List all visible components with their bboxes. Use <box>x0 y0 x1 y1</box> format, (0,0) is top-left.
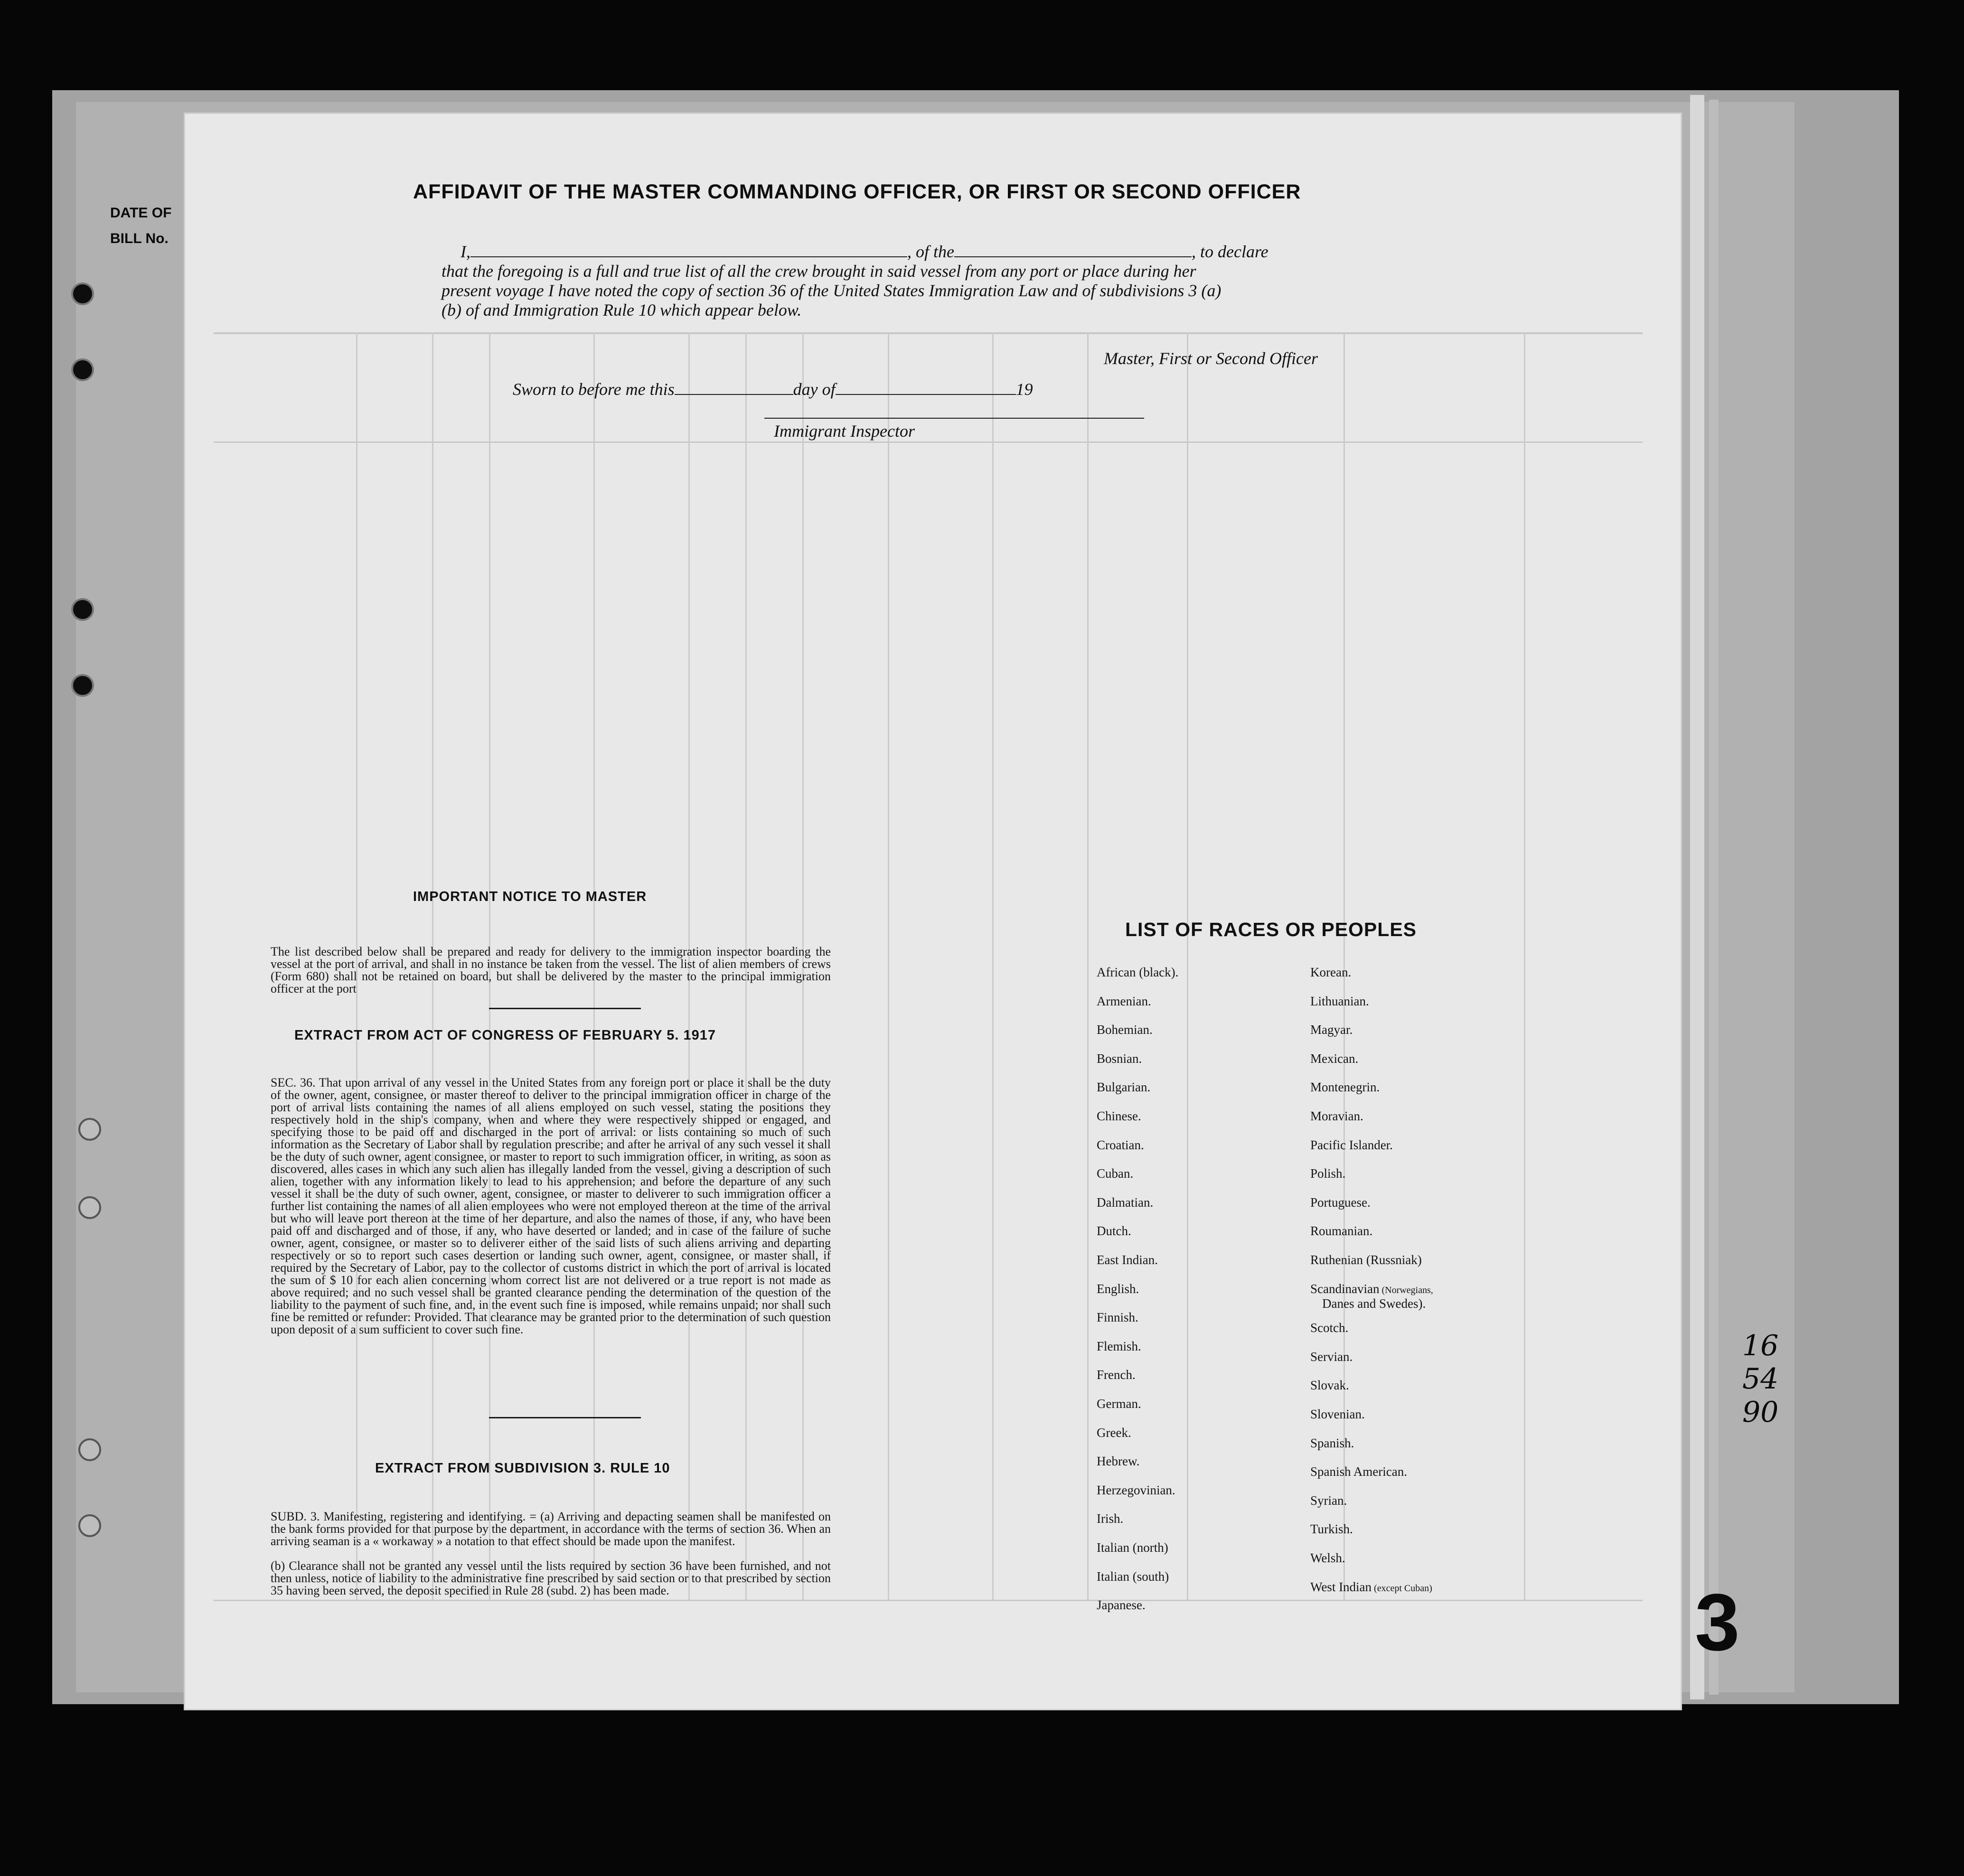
race-item-label: Roumanian. <box>1310 1224 1373 1238</box>
name-blank <box>470 256 907 257</box>
race-item: German. <box>1097 1397 1141 1411</box>
race-note: Danes and Swedes). <box>1322 1296 1426 1311</box>
affidavit-declare-label: , to declare <box>1191 242 1269 261</box>
race-item <box>1310 1523 1353 1536</box>
immigrant-inspector-label: Immigrant Inspector <box>774 422 915 441</box>
sheet-edge-right <box>1690 95 1704 1699</box>
ghost-rule <box>214 441 1643 443</box>
race-item: Cuban. <box>1097 1166 1134 1181</box>
bill-label: BILL No. <box>110 231 169 246</box>
binder-hole <box>78 1438 101 1461</box>
race-item <box>1310 1283 1433 1297</box>
race-item <box>1310 1254 1422 1266</box>
binder-hole <box>71 282 94 305</box>
race-item-label: Ruthenian (Russniak) <box>1310 1253 1422 1267</box>
section-divider <box>489 1008 641 1009</box>
race-item: Hebrew. <box>1097 1454 1140 1469</box>
race-item-label: Pacific Islander. <box>1310 1137 1393 1152</box>
affidavit-title: AFFIDAVIT OF THE MASTER COMMANDING OFFICER, OR FIRST OR SECOND OFFICER <box>413 180 1301 203</box>
race-item <box>1310 1196 1371 1209</box>
race-item <box>1310 995 1369 1008</box>
rule-heading: EXTRACT FROM SUBDIVISION 3. RULE 10 <box>375 1461 670 1476</box>
race-item <box>1310 1167 1345 1180</box>
handwritten-figure: 90 <box>1742 1396 1779 1429</box>
date-label: DATE OF <box>110 205 172 221</box>
race-item-label: Magyar. <box>1310 1022 1353 1037</box>
race-note: (except Cuban) <box>1372 1583 1432 1594</box>
race-item <box>1310 1494 1347 1507</box>
ghost-column <box>1087 332 1089 1600</box>
day-of-label: day of <box>793 380 836 399</box>
ghost-rule <box>214 1600 1643 1601</box>
binder-hole <box>78 1118 101 1141</box>
race-item: African (black). <box>1097 965 1179 979</box>
race-item-label: Slovak. <box>1310 1378 1349 1393</box>
race-item-label: Scotch. <box>1310 1321 1349 1335</box>
handwritten-figure: 54 <box>1742 1362 1779 1396</box>
section-divider <box>489 1417 641 1418</box>
race-item <box>1310 1139 1393 1152</box>
sworn-line <box>513 380 1320 399</box>
master-signature-label: Master, First or Second Officer <box>1104 349 1318 368</box>
race-item: Bosnian. <box>1097 1051 1142 1066</box>
race-item: Flemish. <box>1097 1339 1141 1353</box>
sworn-label: Sworn to before me this <box>513 380 675 399</box>
race-item-label: Korean. <box>1310 965 1352 979</box>
race-item: French. <box>1097 1368 1136 1382</box>
ghost-column <box>1524 332 1525 1600</box>
ghost-rule <box>214 332 1643 334</box>
month-blank <box>836 394 1016 395</box>
binder-hole <box>71 674 94 697</box>
race-item-label: West Indian <box>1310 1579 1372 1594</box>
rule-text-b: (b) Clearance shall not be granted any vessel until the lists required by section 36 have been furnished, and not then unless, notice of liability to the administrative fine prescribed by said section or to that prescribed by section 35 having been served, the deposit specified in Rule 28 (subd. 2) has been made. <box>271 1559 831 1597</box>
ghost-column <box>888 332 889 1600</box>
race-item: English. <box>1097 1281 1139 1296</box>
affidavit-line-3: present voyage I have noted the copy of section 36 of the United States Immigration Law and of subdivisions 3 (a) <box>442 281 1222 300</box>
race-item <box>1310 1225 1372 1238</box>
race-item-label: Slovenian. <box>1310 1407 1365 1421</box>
binder-hole <box>71 598 94 621</box>
race-note: (Norwegians, <box>1379 1285 1433 1295</box>
race-item: Herzegovinian. <box>1097 1482 1175 1497</box>
race-item: Greek. <box>1097 1425 1131 1440</box>
race-item: Bohemian. <box>1097 1022 1153 1037</box>
race-item: Irish. <box>1097 1511 1124 1526</box>
race-item: Dalmatian. <box>1097 1195 1154 1210</box>
race-item-label: Welsh. <box>1310 1551 1345 1565</box>
race-item: Armenian. <box>1097 994 1151 1008</box>
notice-heading: IMPORTANT NOTICE TO MASTER <box>413 889 647 904</box>
races-heading: LIST OF RACES OR PEOPLES <box>1125 919 1417 940</box>
race-item-label: Syrian. <box>1310 1493 1347 1508</box>
vessel-blank <box>954 256 1192 257</box>
race-item <box>1310 1081 1380 1094</box>
binder-hole <box>78 1196 101 1219</box>
affidavit-line-4: (b) of and Immigration Rule 10 which appear below. <box>442 300 802 319</box>
race-item: Croatian. <box>1097 1137 1144 1152</box>
notice-text: The list described below shall be prepared and ready for delivery to the immigration inspector boarding the vessel at the port of arrival, and shall in no instance be taken from the vessel. The list of alien members of crews (Form 680) shall not be retained on board, but shall be delivered by the master to the principal immigration officer at the port <box>271 945 831 995</box>
race-item-label: Servian. <box>1310 1349 1353 1364</box>
race-item-label: Mexican. <box>1310 1051 1359 1066</box>
race-item-label: Moravian. <box>1310 1109 1363 1123</box>
race-item: Italian (south) <box>1097 1569 1169 1584</box>
race-item <box>1310 1379 1349 1392</box>
ghost-column <box>992 332 994 1600</box>
race-item <box>1310 966 1351 979</box>
race-item: Italian (north) <box>1097 1540 1168 1555</box>
act-heading: EXTRACT FROM ACT OF CONGRESS OF FEBRUARY 5. 1917 <box>294 1028 716 1043</box>
sheet-edge-right-2 <box>1709 100 1719 1695</box>
affidavit-line-1 <box>460 242 1557 262</box>
race-item <box>1310 1351 1353 1363</box>
race-item: Finnish. <box>1097 1310 1138 1325</box>
race-item <box>1310 1465 1407 1478</box>
stamp-number: 3 <box>1695 1577 1740 1668</box>
race-item-label: Lithuanian. <box>1310 994 1369 1008</box>
race-item-label: Spanish. <box>1310 1435 1354 1450</box>
race-item-label: Montenegrin. <box>1310 1080 1380 1095</box>
ghost-column <box>1187 332 1188 1600</box>
year-prefix: 19 <box>1015 380 1033 399</box>
race-item <box>1310 1110 1363 1123</box>
race-item: Chinese. <box>1097 1109 1141 1123</box>
race-item <box>1310 1437 1354 1450</box>
inspector-signature-line <box>764 418 1144 419</box>
race-item <box>1310 1023 1353 1036</box>
race-item: Japanese. <box>1097 1598 1146 1613</box>
handwritten-figure: 16 <box>1742 1329 1779 1362</box>
sworn-day-blank <box>675 394 793 395</box>
race-item: Dutch. <box>1097 1224 1131 1238</box>
race-item-label: Portuguese. <box>1310 1195 1371 1210</box>
race-item-label: Polish. <box>1310 1166 1346 1181</box>
affidavit-of-the-label: , of the <box>907 242 954 261</box>
race-item: East Indian. <box>1097 1253 1158 1267</box>
race-item <box>1310 1408 1365 1421</box>
race-item-label: Scandinavian <box>1310 1281 1380 1296</box>
binder-hole <box>71 358 94 381</box>
race-item <box>1310 1322 1348 1334</box>
act-text: SEC. 36. That upon arrival of any vessel in the United States from any foreign port or place it shall be the duty of the owner, agent, consignee, or master thereof to deliver to the principal immigration officer in charge of the port of arrival lists containing the names of all aliens employed on such vessel, stating the positions they respectively hold in the ship's company, when and where they were respectively shipped or engaged, and specifying those to be paid off and discharged in the port of arrival: or lists containing so much of such information as the Secretary of Labor shall by regulation prescribe; and after he arrival of any such vessel it shall be the duty of such owner, agent consignee, or master to report to such immigration officer, in writing, as soon as discovered, alles cases in which any such alien has illegally landed from the vessel, giving a description of such alien, together with any information likely to lead to his apprehension; and before the departure of any such vessel it shall be the duty of such owner, agent, consignee, or master to deliverer to such immigration officer a further list containing the names of all alien employees who were not employed thereon at the time of the arrival but who will leave port thereon at the time of her departure, and also the names of those, if any, who have been paid off and discharged and of those, if any, who have deserted or landed; and in case of the failure of suche owner, agent, consignee, or master so to deliverer either of the said lists of such aliens arriving and departing respectively or so to report such cases desertion or landing such owner, agent, consignee, or master shall, if required by the Secretary of Labor, pay to the collector of customs district in which the port of arrival is located the sum of $ 10 for each alien concerning whom correct list are not delivered or a true report is not made as above required; and no such vessel shall be granted clearance pending the determination of the question of the liability to the payment of such fine, and, in the event such fine is imposed, while remains unpaid; nor shall such fine be remitted or refunder: Provided. That clearance may be granted prior to the determination of such question upon deposit of a sum sufficient to cover such fine. <box>271 1076 831 1336</box>
race-item <box>1310 1552 1345 1565</box>
race-item <box>1310 1581 1432 1595</box>
affidavit-i-label: I, <box>460 242 470 261</box>
race-item: Bulgarian. <box>1097 1080 1151 1095</box>
race-item <box>1310 1052 1358 1065</box>
race-item-label: Spanish American. <box>1310 1464 1407 1479</box>
affidavit-line-2: that the foregoing is a full and true list of all the crew brought in said vessel from any port or place during her <box>442 262 1196 281</box>
race-item-label: Turkish. <box>1310 1522 1353 1537</box>
rule-text-a: SUBD. 3. Manifesting, registering and identifying. = (a) Arriving and depacting seamen shall be manifested on the bank forms provided for that purpose by the department, in accordance with the terms of section 36. When an arriving seaman is a « workaway » a notation to that effect should be made upon the manifest. <box>271 1510 831 1548</box>
binder-hole <box>78 1514 101 1537</box>
affidavit-sheet <box>185 114 1681 1709</box>
